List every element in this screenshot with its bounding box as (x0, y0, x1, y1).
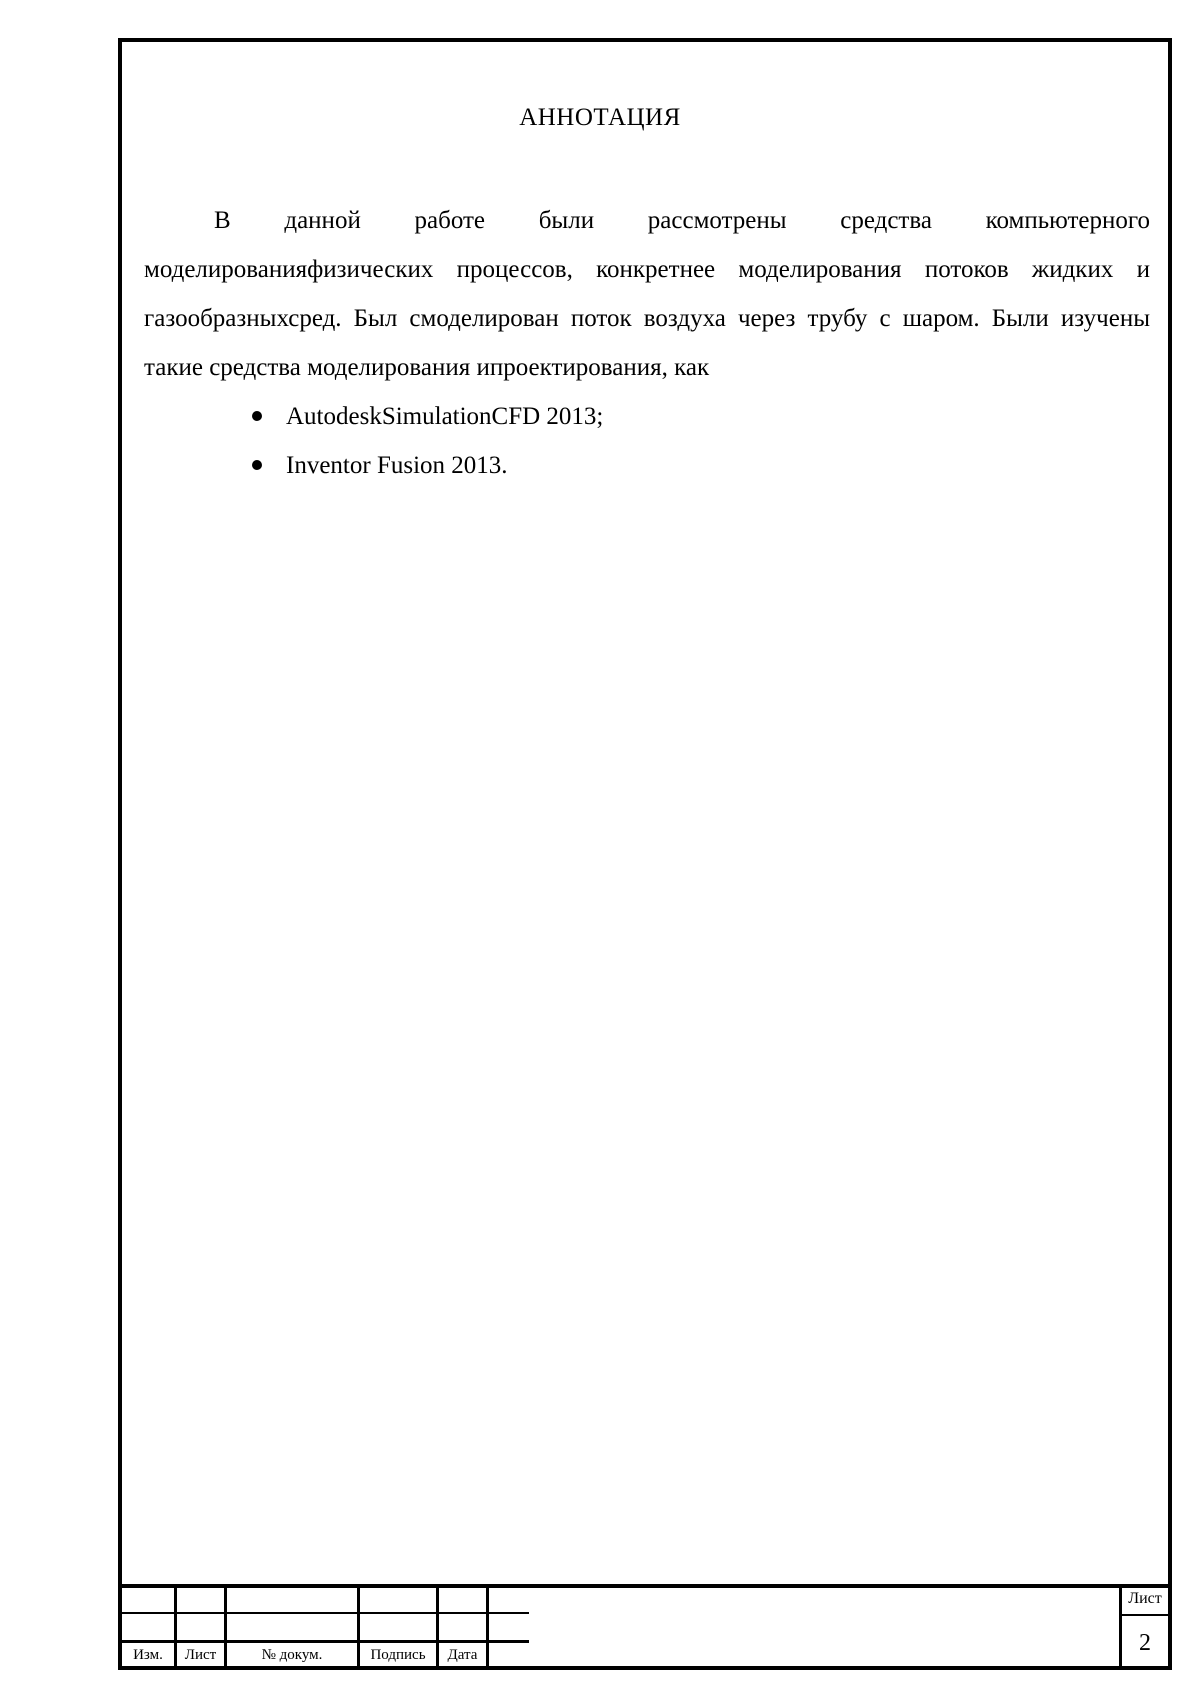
annotation-paragraph: В данной работе были рассмотрены средства компьютерного моделированияфизических процессов, конкретнее моделирования потоков жидких и газообразныхсред. Был смоделирован поток воздуха через трубу с шаром. Были изучены такие средства моделирования ипроектирования, как (144, 207, 1150, 381)
tools-list (252, 392, 603, 490)
list-item-text: Inventor Fusion 2013. (286, 452, 508, 479)
list-item (252, 441, 603, 490)
title-block (122, 1584, 1168, 1670)
list-item-text: AutodeskSimulationCFD 2013; (286, 403, 604, 430)
bullet-icon (252, 460, 262, 470)
stamp-col-change: Изм. (133, 1647, 163, 1663)
bullet-icon (252, 411, 262, 421)
stamp-col-date: Дата (447, 1647, 478, 1663)
sheet-label: Лист (1128, 1590, 1162, 1607)
stamp-col-signature: Подпись (370, 1647, 426, 1663)
page-title: АННОТАЦИЯ (519, 104, 681, 131)
list-item (252, 392, 603, 441)
stamp-col-docnum: № докум. (261, 1647, 323, 1663)
sheet-number: 2 (1139, 1630, 1151, 1656)
stamp-col-sheet: Лист (184, 1647, 217, 1663)
